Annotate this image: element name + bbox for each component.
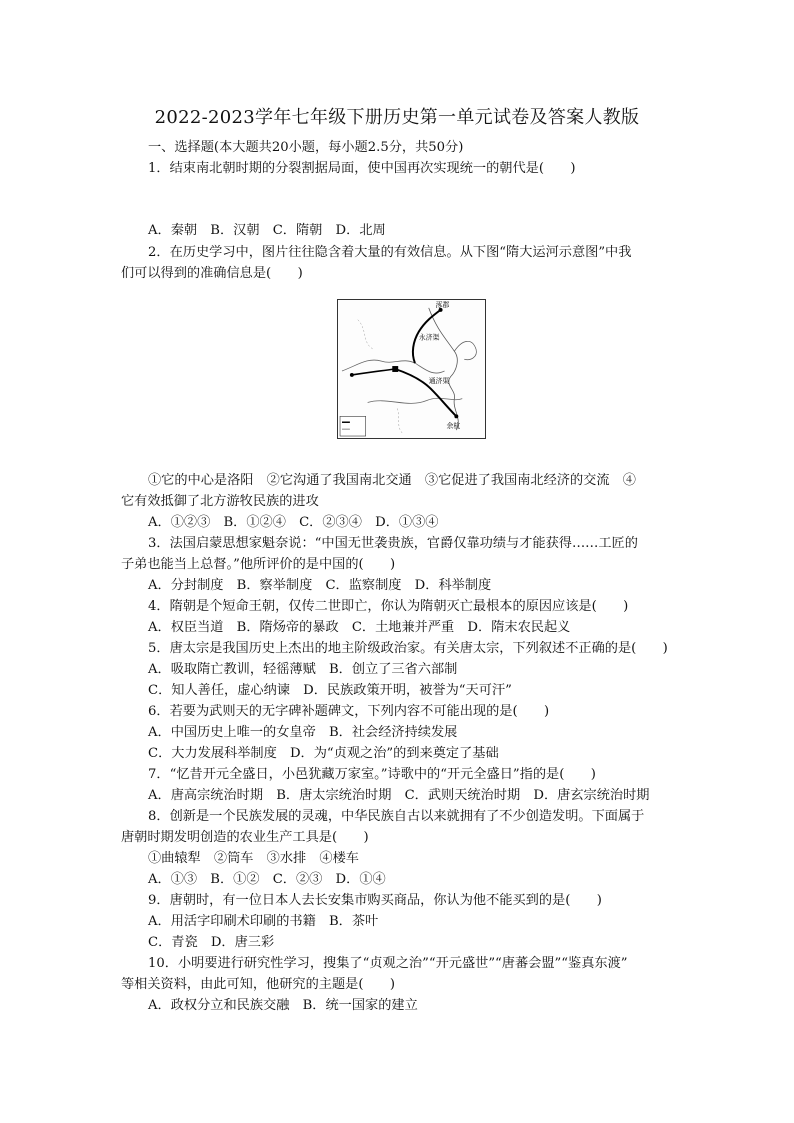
page-title: 2022-2023学年七年级下册历史第一单元试卷及答案人教版 [154,107,640,128]
q2-statements-1: ①它的中心是洛阳 ②它沟通了我国南北交通 ③它促进了我国南北经济的交流 ④ [148,473,636,488]
q9-options-2: C．青瓷 D．唐三彩 [148,935,275,950]
map-label-tongji: 通济渠 [428,377,450,385]
q4-stem: 4．隋朝是个短命王朝，仅传二世即亡，你认为隋朝灭亡最根本的原因应该是( ) [148,599,629,614]
q6-options-1: A．中国历史上唯一的女皇帝 B．社会经济持续发展 [148,725,458,740]
sui-grand-canal-map [337,299,486,439]
q3-options: A．分封制度 B．察举制度 C．监察制度 D．科举制度 [148,578,492,593]
q8-items: ①曲辕犁 ②筒车 ③水排 ④楼车 [148,851,359,866]
q2-options: A．①②③ B．①②④ C．②③④ D．①③④ [148,515,439,530]
q1-stem: 1．结束南北朝时期的分裂割据局面，使中国再次实现统一的朝代是( ) [148,161,576,176]
q10-stem-1: 10．小明要进行研究性学习，搜集了“贞观之治”“开元盛世”“唐蕃会盟”“鉴真东渡” [148,956,628,971]
q9-stem: 9．唐朝时，有一位日本人去长安集市购买商品，你认为他不能买到的是( ) [148,893,602,908]
section-heading: 一、选择题(本大题共20小题，每小题2.5分，共50分) [148,140,464,155]
q5-options-2: C．知人善任，虚心纳谏 D．民族政策开明，被誉为“天可汗” [148,683,512,698]
q1-options: A．秦朝 B．汉朝 C．隋朝 D．北周 [148,223,386,238]
q3-stem-1: 3．法国启蒙思想家魁奈说：“中国无世袭贵族，官爵仅靠功绩与才能获得……工匠的 [148,536,638,551]
canal-map-svg [338,300,485,438]
q3-stem-2: 子弟也能当上总督。”他所评价的是中国的( ) [121,557,396,572]
q6-options-2: C．大力发展科举制度 D．为“贞观之治”的到来奠定了基础 [148,746,499,761]
q6-stem: 6．若要为武则天的无字碑补题碑文，下列内容不可能出现的是( ) [148,704,550,719]
q8-stem-1: 8．创新是一个民族发展的灵魂，中华民族自古以来就拥有了不少创造发明。下面属于 [148,809,645,824]
map-label-yongji: 永济渠 [418,334,440,342]
map-label-yuhang: 余杭 [446,423,461,431]
map-label-zhuojun: 涿郡 [435,301,450,309]
q4-options: A．权臣当道 B．隋炀帝的暴政 C．土地兼并严重 D．隋末农民起义 [148,620,571,635]
q10-options: A．政权分立和民族交融 B．统一国家的建立 [148,998,418,1013]
q5-options-1: A．吸取隋亡教训，轻徭薄赋 B．创立了三省六部制 [148,662,458,677]
q2-stem-2: 们可以得到的准确信息是( ) [121,266,303,281]
q9-options-1: A．用活字印刷术印刷的书籍 B．茶叶 [148,914,379,929]
q5-stem: 5．唐太宗是我国历史上杰出的地主阶级政治家。有关唐太宗，下列叙述不正确的是( ) [148,641,668,656]
q10-stem-2: 等相关资料，由此可知，他研究的主题是( ) [121,977,396,992]
q2-stem-1: 2．在历史学习中，图片往往隐含着大量的有效信息。从下图“隋大运河示意图”中我 [148,245,632,260]
q8-stem-2: 唐朝时期发明创造的农业生产工具是( ) [121,830,369,845]
q2-statements-2: 它有效抵御了北方游牧民族的进攻 [121,494,319,509]
q8-options: A．①③ B．①② C．②③ D．①④ [148,872,386,887]
q7-options: A．唐高宗统治时期 B．唐太宗统治时期 C．武则天统治时期 D．唐玄宗统治时期 [148,788,650,803]
q7-stem: 7．“忆昔开元全盛日，小邑犹藏万家室。”诗歌中的“开元全盛日”指的是( ) [148,767,596,782]
